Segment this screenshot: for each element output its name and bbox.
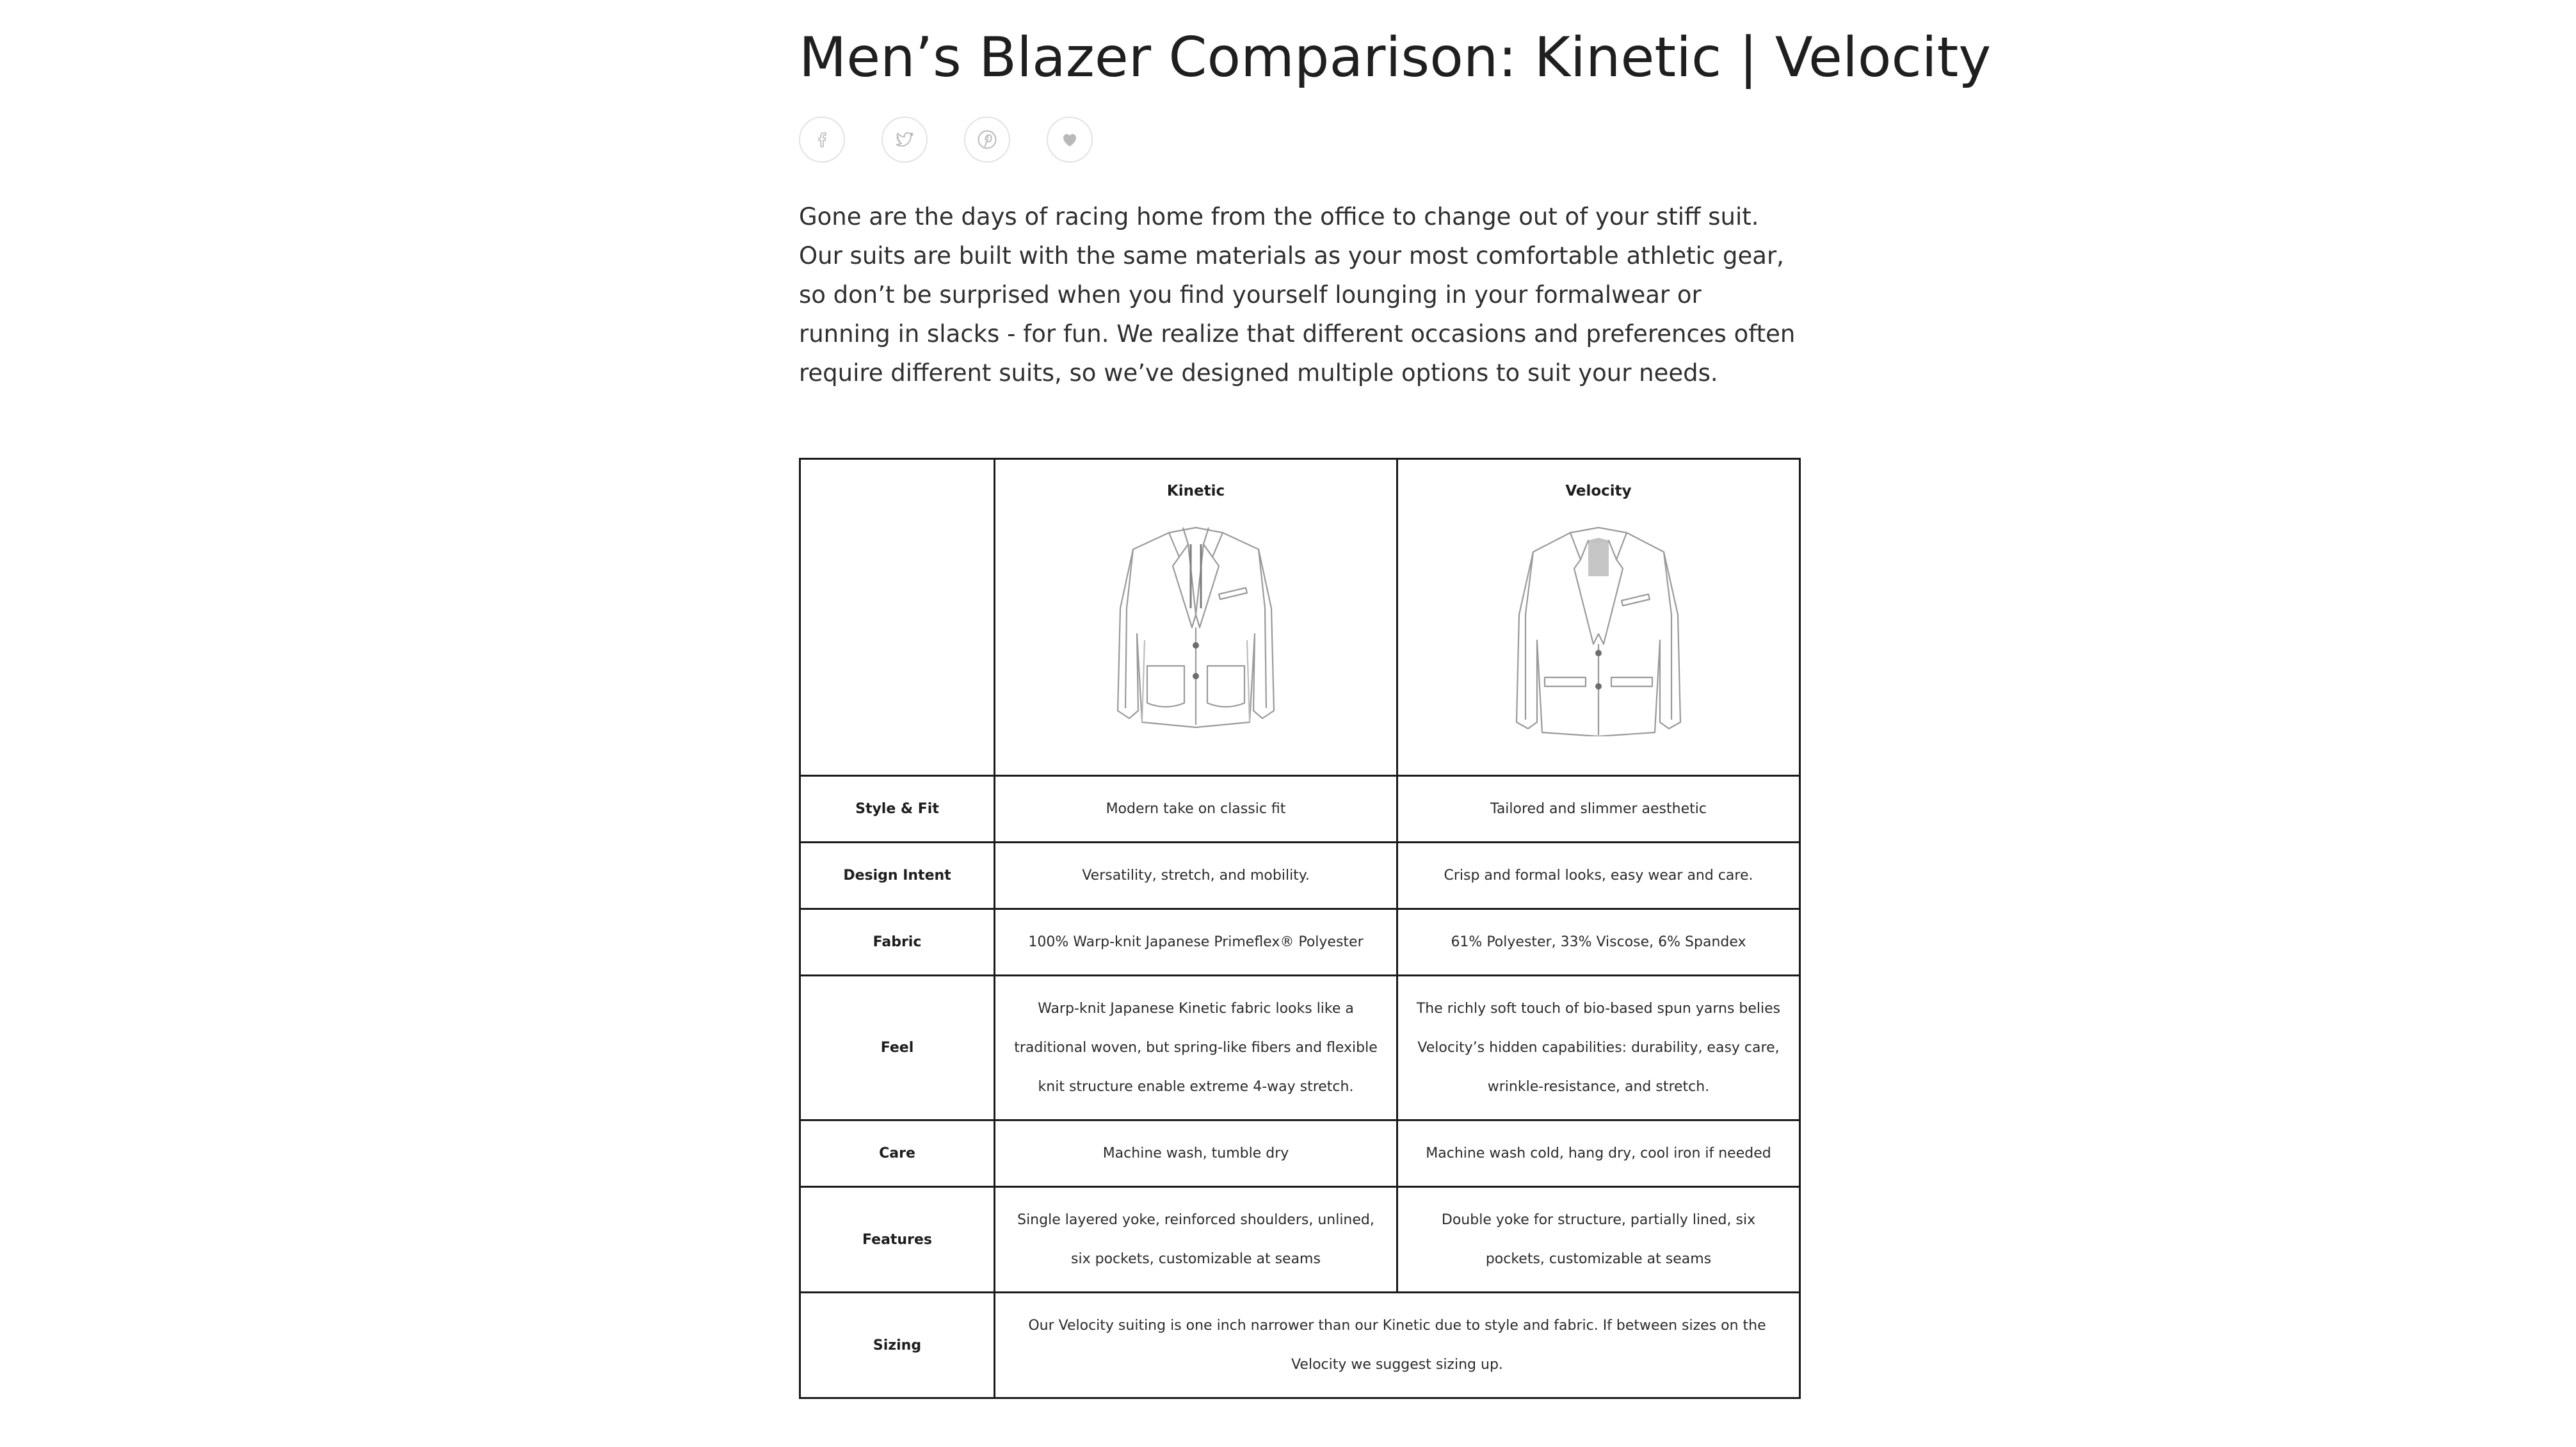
row-label: Care	[800, 1120, 995, 1187]
row-label: Fabric	[800, 909, 995, 976]
share-pinterest-button[interactable]	[964, 117, 1010, 163]
favorite-button[interactable]	[1047, 117, 1093, 163]
empty-header-cell	[800, 459, 995, 776]
product-header-row	[800, 459, 1800, 776]
sizing-cell: Our Velocity suiting is one inch narrower than our Kinetic due to style and fabric. If between sizes on the Velocity we suggest sizing up.	[995, 1293, 1800, 1398]
article	[799, 26, 1992, 1373]
share-twitter-button[interactable]	[881, 117, 928, 163]
page-title: Men’s Blazer Comparison: Kinetic | Velocity	[799, 26, 1992, 90]
table-row-care	[800, 1120, 1800, 1187]
row-label: Features	[800, 1187, 995, 1293]
comparison-table	[799, 458, 1801, 1399]
table-row-design-intent	[800, 843, 1800, 909]
velocity-cell: Double yoke for structure, partially lined, six pockets, customizable at seams	[1397, 1187, 1800, 1293]
pinterest-icon	[976, 128, 999, 151]
table-row-features	[800, 1187, 1800, 1293]
row-label: Feel	[800, 976, 995, 1120]
product-column-velocity	[1397, 459, 1800, 776]
twitter-icon	[894, 129, 915, 150]
kinetic-cell: Modern take on classic fit	[995, 776, 1397, 843]
velocity-cell: The richly soft touch of bio-based spun yarns belies Velocity’s hidden capabilities: durability, easy care, wrinkle-resistance, and stretch.	[1397, 976, 1800, 1120]
kinetic-cell: Machine wash, tumble dry	[995, 1120, 1397, 1187]
table-row-style-fit	[800, 776, 1800, 843]
velocity-cell: Machine wash cold, hang dry, cool iron if needed	[1397, 1120, 1800, 1187]
velocity-blazer-illustration	[1496, 519, 1701, 736]
intro-paragraph: Gone are the days of racing home from the office to change out of your stiff suit. Our suits are built with the same materials as your most comfortable athletic gear, so don’t be surprised when you find yourself lounging in your formalwear or running in slacks - for fun. We realize that different occasions and preferences often require different suits, so we’ve designed multiple options to suit your needs.	[799, 203, 1796, 387]
table-row-feel	[800, 976, 1800, 1120]
row-label: Sizing	[800, 1293, 995, 1398]
velocity-cell: 61% Polyester, 33% Viscose, 6% Spandex	[1397, 909, 1800, 976]
product-name-kinetic: Kinetic	[1166, 483, 1225, 499]
kinetic-cell: 100% Warp-knit Japanese Primeflex® Polyester	[995, 909, 1397, 976]
kinetic-blazer-illustration	[1093, 519, 1298, 736]
table-row-fabric	[800, 909, 1800, 976]
row-label: Design Intent	[800, 843, 995, 909]
velocity-cell: Crisp and formal looks, easy wear and care.	[1397, 843, 1800, 909]
share-facebook-button[interactable]	[799, 117, 845, 163]
table-row-sizing	[800, 1293, 1800, 1398]
kinetic-cell: Warp-knit Japanese Kinetic fabric looks like a traditional woven, but spring-like fibers and flexible knit structure enable extreme 4-way stretch.	[995, 976, 1397, 1120]
kinetic-cell: Single layered yoke, reinforced shoulders, unlined, six pockets, customizable at seams	[995, 1187, 1397, 1293]
product-column-kinetic	[995, 459, 1397, 776]
product-name-velocity: Velocity	[1565, 483, 1632, 499]
row-label: Style & Fit	[800, 776, 995, 843]
kinetic-cell: Versatility, stretch, and mobility.	[995, 843, 1397, 909]
velocity-cell: Tailored and slimmer aesthetic	[1397, 776, 1800, 843]
facebook-icon	[812, 130, 832, 149]
heart-icon	[1059, 129, 1080, 150]
